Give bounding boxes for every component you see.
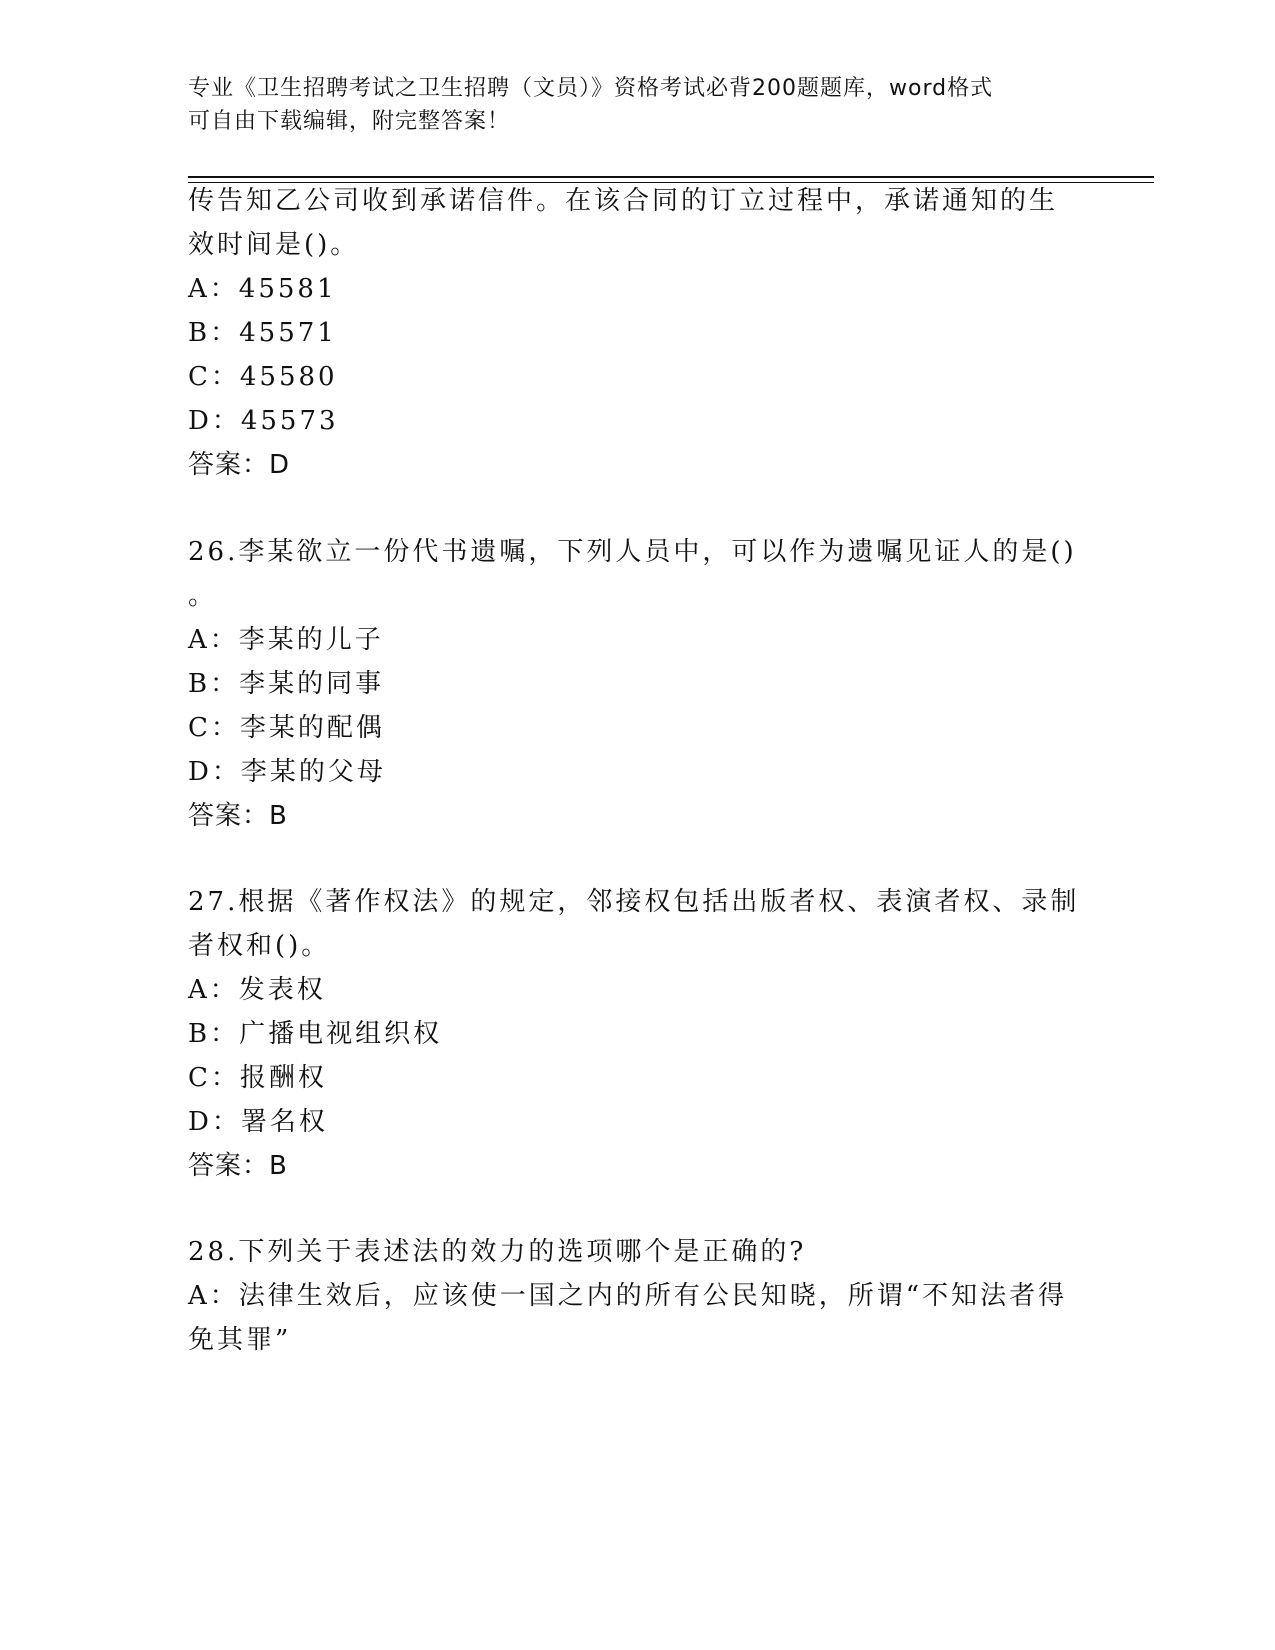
question-25 <box>188 179 1088 443</box>
option-a: A：发表权 <box>188 975 326 1005</box>
option-b: B：广播电视组织权 <box>188 1019 443 1049</box>
document-header <box>188 72 1088 138</box>
question-27 <box>188 880 1088 1144</box>
option-d: D：李某的父母 <box>188 757 386 787</box>
answer-26: 答案：B <box>188 801 288 831</box>
answer-25: 答案：D <box>188 450 291 480</box>
question-stem-line: 。 <box>188 581 218 611</box>
option-b: B：45571 <box>188 318 337 348</box>
question-stem-line: 效时间是()。 <box>188 230 360 260</box>
answer-27: 答案：B <box>188 1151 288 1181</box>
question-stem-line: 28.下列关于表述法的效力的选项哪个是正确的? <box>188 1237 807 1267</box>
option-c: C：报酬权 <box>188 1063 327 1093</box>
option-d: D：署名权 <box>188 1107 328 1137</box>
question-stem-line: 传告知乙公司收到承诺信件。在该合同的订立过程中，承诺通知的生 <box>188 186 1059 216</box>
option-c: C：45580 <box>188 362 338 392</box>
option-a: A：李某的儿子 <box>188 625 384 655</box>
header-line-2: 可自由下载编辑，附完整答案！ <box>188 109 511 134</box>
option-a-continued: 免其罪” <box>188 1325 292 1355</box>
option-c: C：李某的配偶 <box>188 713 385 743</box>
option-a: A：法律生效后，应该使一国之内的所有公民知晓，所谓“不知法者得 <box>188 1281 1068 1311</box>
question-28 <box>188 1230 1088 1362</box>
option-d: D：45573 <box>188 406 339 436</box>
question-stem-line: 26.李某欲立一份代书遗嘱，下列人员中，可以作为遗嘱见证人的是() <box>188 537 1077 567</box>
header-line-1: 专业《卫生招聘考试之卫生招聘（文员）》资格考试必背200题题库，word格式 <box>188 76 994 101</box>
question-stem-line: 27.根据《著作权法》的规定，邻接权包括出版者权、表演者权、录制 <box>188 887 1080 917</box>
option-a: A：45581 <box>188 274 337 304</box>
header-divider-thick <box>188 176 1154 178</box>
question-stem-line: 者权和()。 <box>188 931 331 961</box>
question-26 <box>188 530 1088 794</box>
option-b: B：李某的同事 <box>188 669 385 699</box>
